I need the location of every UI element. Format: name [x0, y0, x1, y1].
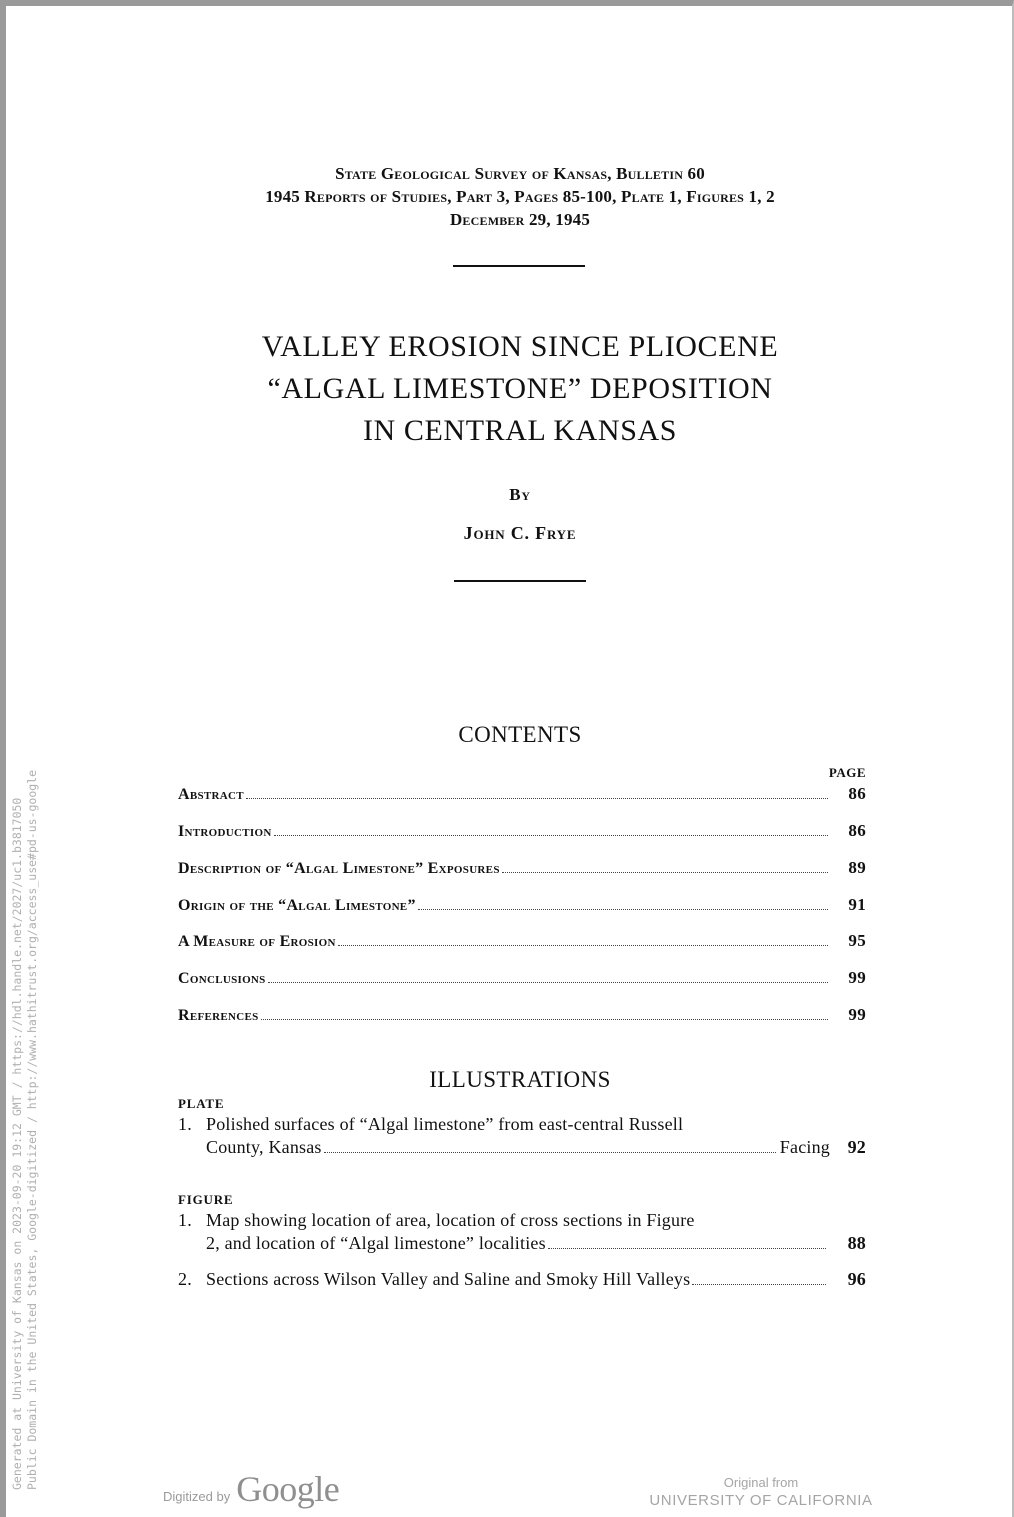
- toc-entry-label: Abstract: [178, 786, 244, 803]
- byline-rule: [454, 580, 586, 582]
- plate-page: 92: [847, 1137, 866, 1157]
- plate-entry-continued: [178, 1137, 866, 1158]
- figure-page: 88: [847, 1233, 866, 1253]
- author-name: John C. Frye: [463, 523, 577, 543]
- toc-entry-label: Introduction: [178, 823, 272, 840]
- digitized-by-google: [163, 1468, 339, 1510]
- toc-entry: [178, 895, 866, 915]
- figure-caption-line-2: 2, and location of “Algal limestone” localities: [206, 1233, 546, 1253]
- toc-entry: [178, 821, 866, 841]
- dot-leader: [692, 1283, 826, 1285]
- toc-entry: [178, 1005, 866, 1025]
- illustrations-heading: ILLUSTRATIONS: [429, 1067, 611, 1092]
- plate-number: 1.: [178, 1114, 192, 1134]
- toc-entry-label: References: [178, 1007, 259, 1024]
- google-logo: Google: [236, 1469, 340, 1509]
- toc-entry: [178, 968, 866, 988]
- by-label: By: [509, 485, 531, 504]
- title-line-1: VALLEY EROSION SINCE PLIOCENE: [261, 330, 779, 363]
- facing-label: Facing: [779, 1137, 830, 1157]
- figure-number: 2.: [178, 1269, 192, 1289]
- figure-caption-line-1: Map showing location of area, location of cross sections in Figure: [206, 1210, 695, 1230]
- figure-caption-line-1: Sections across Wilson Valley and Saline and Smoky Hill Valleys: [206, 1269, 691, 1289]
- toc-entry: [178, 784, 866, 804]
- toc-entry-page: 86: [848, 821, 866, 840]
- dot-leader: [418, 908, 828, 910]
- digitized-by-label: Digitized by: [163, 1489, 231, 1504]
- dot-leader: [548, 1247, 826, 1249]
- plate-caption-line-1: Polished surfaces of “Algal limestone” from east-central Russell: [206, 1114, 684, 1134]
- date-line: December 29, 1945: [449, 210, 591, 229]
- toc-entry-page: 95: [848, 931, 866, 950]
- institution-name: UNIVERSITY OF CALIFORNIA: [649, 1492, 873, 1509]
- title-line-2: “ALGAL LIMESTONE” DEPOSITION: [267, 372, 773, 405]
- toc-entry-page: 99: [848, 968, 866, 987]
- plate-entry: [178, 1114, 866, 1135]
- figure-page: 96: [847, 1269, 866, 1289]
- reports-line: 1945 Reports of Studies, Part 3, Pages 85-100, Plate 1, Figures 1, 2: [265, 187, 775, 206]
- figure-entry: [178, 1210, 866, 1231]
- toc-entry-label: Description of “Algal Limestone” Exposures: [178, 860, 500, 877]
- toc-entry-page: 89: [848, 858, 866, 877]
- page-column-label: PAGE: [828, 765, 866, 780]
- toc-entry: [178, 931, 866, 951]
- toc-entry-label: A Measure of Erosion: [178, 933, 336, 950]
- original-from-label: Original from: [723, 1475, 799, 1490]
- original-from: [646, 1474, 876, 1511]
- toc-entry-page: 99: [848, 1005, 866, 1024]
- figure-entry: [178, 1269, 866, 1290]
- dot-leader: [261, 1018, 828, 1020]
- header-rule: [453, 265, 585, 267]
- toc-entry-label: Conclusions: [178, 970, 266, 987]
- dot-leader: [274, 834, 828, 836]
- plate-caption-line-2: County, Kansas: [206, 1137, 322, 1157]
- dot-leader: [268, 981, 828, 983]
- contents-heading: CONTENTS: [458, 722, 582, 747]
- toc-entry: [178, 858, 866, 878]
- watermark-line-2: Public Domain in the United States, Google-digitized / http://www.hathitrust.org/access_use#pd-us-google: [25, 769, 39, 1490]
- access-watermark: [10, 700, 40, 1490]
- figure-number: 1.: [178, 1210, 192, 1230]
- bulletin-line: State Geological Survey of Kansas, Bulletin 60: [335, 164, 705, 183]
- title-line-3: IN CENTRAL KANSAS: [362, 414, 678, 447]
- dot-leader: [324, 1151, 776, 1153]
- dot-leader: [502, 871, 828, 873]
- plate-label: PLATE: [178, 1096, 225, 1111]
- toc-entry-page: 86: [848, 784, 866, 803]
- watermark-line-1: Generated at University of Kansas on 2023-09-20 19:12 GMT / https://hdl.handle.net/2027/uc1.b3817050: [10, 797, 24, 1490]
- figure-label: FIGURE: [178, 1192, 234, 1207]
- dot-leader: [246, 797, 828, 799]
- figure-entry-continued: [178, 1233, 866, 1254]
- dot-leader: [338, 944, 828, 946]
- toc-entry-page: 91: [848, 895, 866, 914]
- toc-entry-label: Origin of the “Algal Limestone”: [178, 897, 416, 914]
